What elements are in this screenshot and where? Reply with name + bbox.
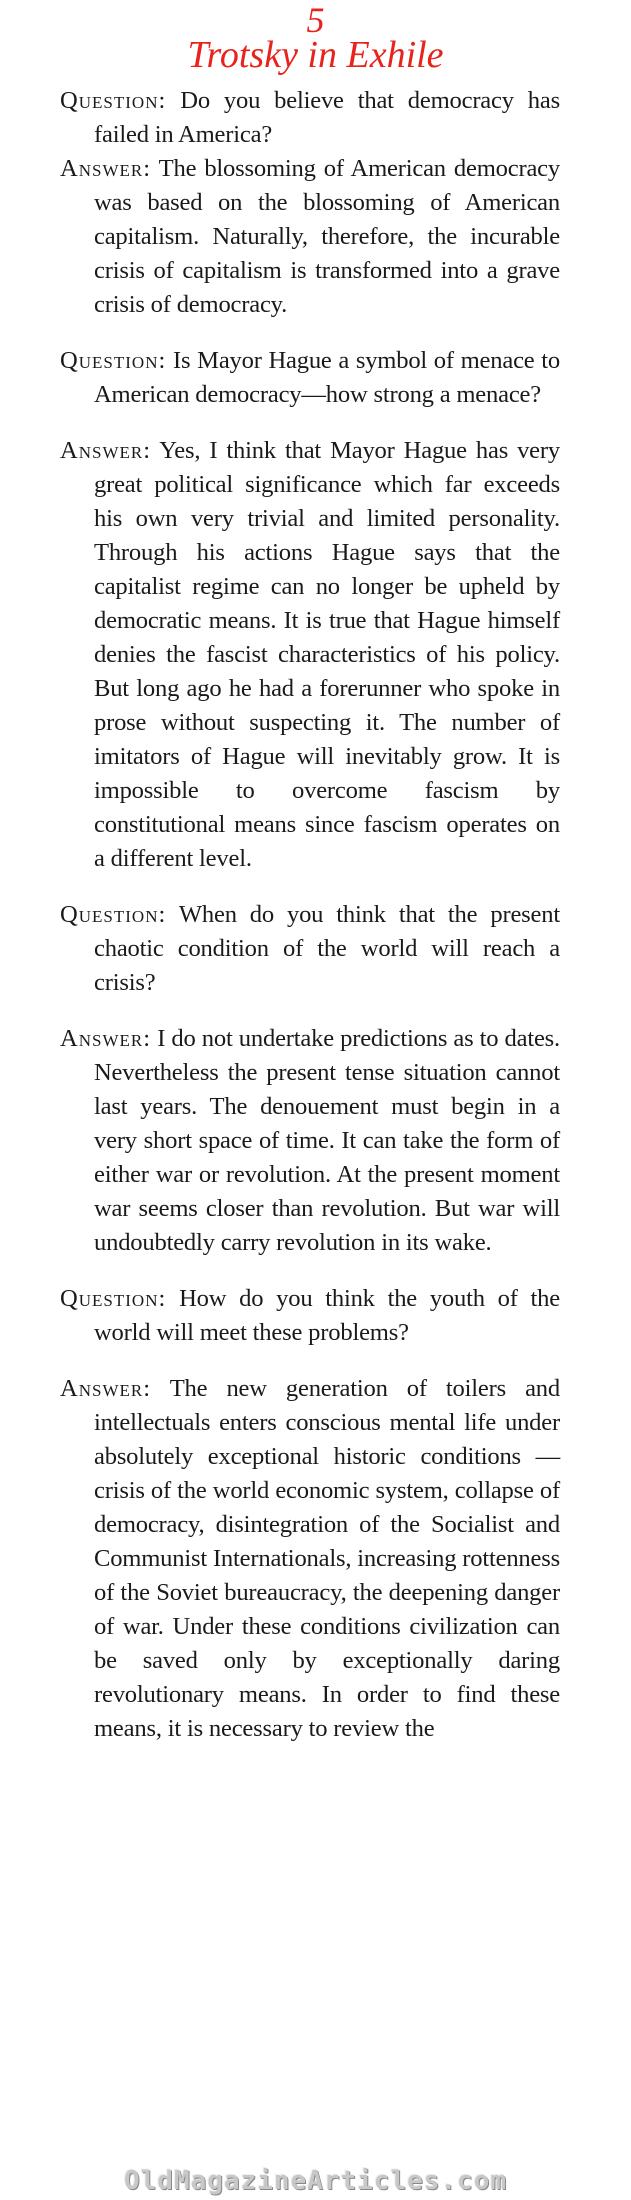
speaker-label: Question: bbox=[60, 901, 167, 928]
speaker-label: Answer: bbox=[60, 1025, 152, 1052]
answer-paragraph bbox=[60, 1022, 560, 1260]
speaker-label: Answer: bbox=[60, 437, 152, 464]
speaker-label: Answer: bbox=[60, 1375, 152, 1402]
answer-paragraph bbox=[60, 1372, 560, 1746]
paragraph-text: How do you think the youth of the world will meet these problems? bbox=[94, 1285, 560, 1346]
article-body bbox=[60, 84, 560, 1746]
speaker-label: Answer: bbox=[60, 155, 152, 182]
speaker-label: Question: bbox=[60, 347, 167, 374]
answer-paragraph bbox=[60, 152, 560, 322]
paragraph-text: The blossoming of American democracy was based on the blossoming of American capitalism. Naturally, therefore, the incurable crisis of capitalism is transformed into a grave crisis of democracy. bbox=[94, 155, 560, 318]
page-number: 5 bbox=[306, 0, 325, 40]
speaker-label: Question: bbox=[60, 1285, 167, 1312]
paragraph-text: The new generation of toilers and intellectuals enters conscious mental life under absolutely exceptional historic conditions — crisis of the world economic system, collapse of democracy, disintegration of the Socialist and Communist Internationals, increasing rottenness of the Soviet bureaucracy, the deepening danger of war. Under these conditions civilization can be saved only by exceptionally daring revolutionary means. In order to find these means, it is necessary to review the bbox=[94, 1375, 560, 1742]
question-paragraph bbox=[60, 1282, 560, 1350]
page-header bbox=[0, 0, 631, 78]
watermark-footer: OldMagazineArticles.com bbox=[123, 2166, 508, 2196]
paragraph-text: Is Mayor Hague a symbol of menace to American democracy—how strong a menace? bbox=[94, 347, 560, 408]
answer-paragraph bbox=[60, 434, 560, 876]
paragraph-text: When do you think that the present chaotic condition of the world will reach a crisis? bbox=[94, 901, 560, 996]
question-paragraph bbox=[60, 84, 560, 152]
page-title: Trotsky in Exhile bbox=[187, 34, 444, 76]
question-paragraph bbox=[60, 898, 560, 1000]
speaker-label: Question: bbox=[60, 87, 167, 114]
paragraph-text: I do not undertake predictions as to dates. Nevertheless the present tense situation cannot last years. The denouement must begin in a very short space of time. It can take the form of either war or revolution. At the present moment war seems closer than revolution. But war will undoubtedly carry revolution in its wake. bbox=[94, 1025, 560, 1256]
paragraph-text: Yes, I think that Mayor Hague has very great political significance which far exceeds his own very trivial and limited personality. Through his actions Hague says that the capitalist regime can no longer be upheld by democratic means. It is true that Hague himself denies the fascist characteristics of his policy. But long ago he had a forerunner who spoke in prose without suspecting it. The number of imitators of Hague will inevitably grow. It is impossible to overcome fascism by constitutional means since fascism operates on a different level. bbox=[94, 437, 560, 872]
paragraph-text: Do you believe that democracy has failed in America? bbox=[94, 87, 560, 148]
question-paragraph bbox=[60, 344, 560, 412]
